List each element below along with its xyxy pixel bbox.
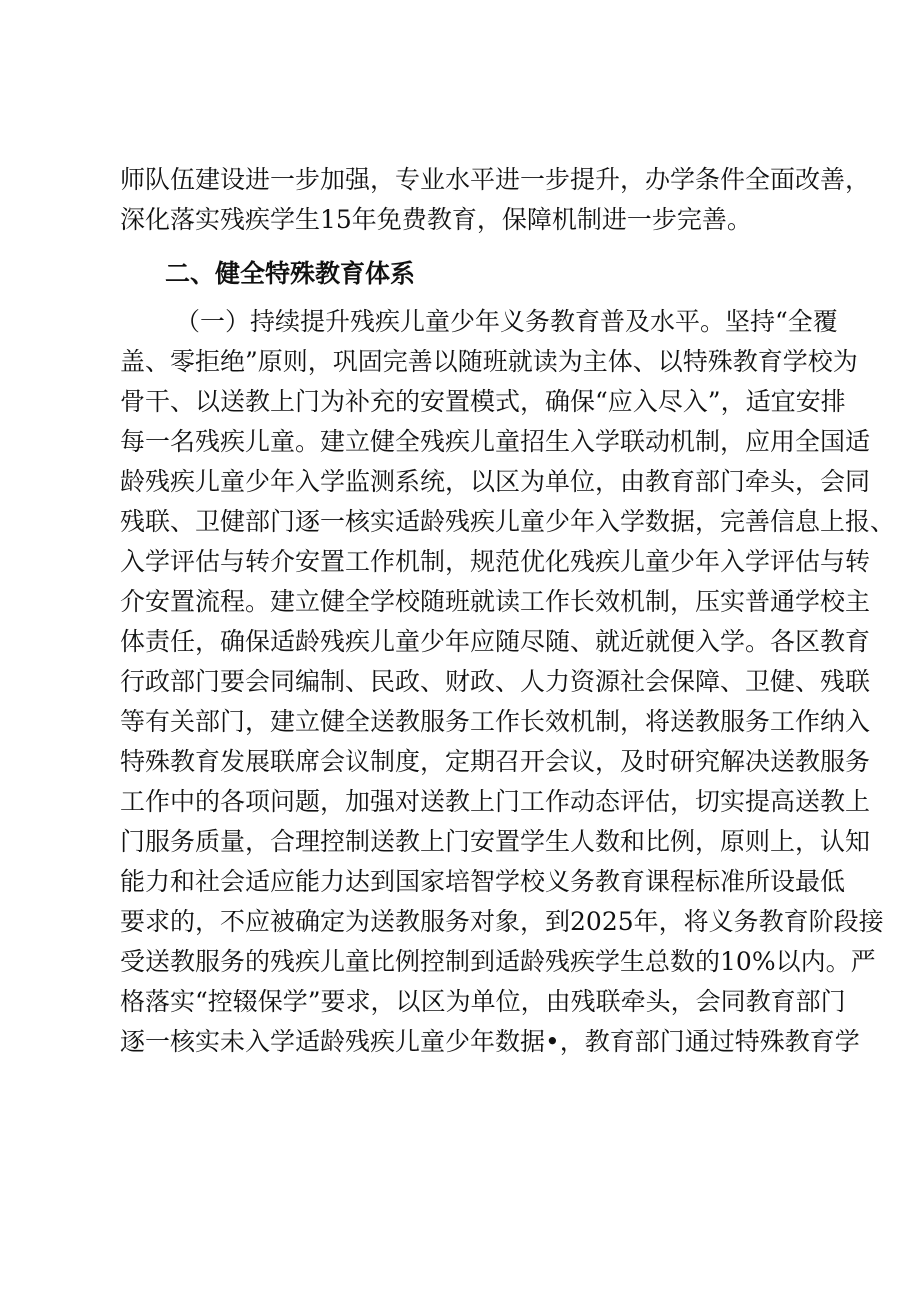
text-line: 师队伍建设进一步加强，专业水平进一步提升，办学条件全面改善， — [120, 165, 871, 194]
text-line: 等有关部门，建立健全送教服务工作长效机制，将送教服务工作纳入 — [120, 707, 871, 736]
text-line: 受送教服务的残疾儿童比例控制到适龄残疾学生总数的10%以内。严 — [120, 947, 876, 976]
text-line: 残联、卫健部门逐一核实适龄残疾儿童少年入学数据，完善信息上报、 — [120, 507, 896, 536]
text-line: 介安置流程。建立健全学校随班就读工作长效机制，压实普通学校主 — [120, 587, 871, 616]
text-line: 逐一核实未入学适龄残疾儿童少年数据•，教育部门通过特殊教育学 — [120, 1027, 860, 1056]
text-line: 龄残疾儿童少年入学监测系统，以区为单位，由教育部门牵头，会同 — [120, 467, 871, 496]
text-line: 工作中的各项问题，加强对送教上门工作动态评估，切实提高送教上 — [120, 787, 871, 816]
text-line: 门服务质量，合理控制送教上门安置学生人数和比例，原则上，认知 — [120, 827, 871, 856]
text-line: 深化落实残疾学生15年免费教育，保障机制进一步完善。 — [120, 205, 752, 234]
text-line: 行政部门要会同编制、民政、财政、人力资源社会保障、卫健、残联 — [120, 667, 871, 696]
text-line: 盖、零拒绝”原则，巩固完善以随班就读为主体、以特殊教育学校为 — [120, 347, 858, 376]
text-line: 能力和社会适应能力达到国家培智学校义务教育课程标准所设最低 — [120, 867, 846, 896]
text-line: 格落实“控辍保学”要求，以区为单位，由残联牵头，会同教育部门 — [120, 987, 846, 1016]
text-line: 骨干、以送教上门为补充的安置模式，确保“应入尽入”，适宜安排 — [120, 387, 846, 416]
text-line: 每一名残疾儿童。建立健全残疾儿童招生入学联动机制，应用全国适 — [120, 427, 871, 456]
text-line: 特殊教育发展联席会议制度，定期召开会议，及时研究解决送教服务 — [120, 747, 871, 776]
section-heading: 二、健全特殊教育体系 — [165, 259, 416, 288]
text-line: 要求的，不应被确定为送教服务对象，到2025年，将义务教育阶段接 — [120, 907, 884, 936]
text-line: 入学评估与转介安置工作机制，规范优化残疾儿童少年入学评估与转 — [120, 547, 871, 576]
text-line: （一）持续提升残疾儿童少年义务教育普及水平。坚持“全覆 — [175, 307, 838, 336]
text-line: 体责任，确保适龄残疾儿童少年应随尽随、就近就便入学。各区教育 — [120, 627, 871, 656]
